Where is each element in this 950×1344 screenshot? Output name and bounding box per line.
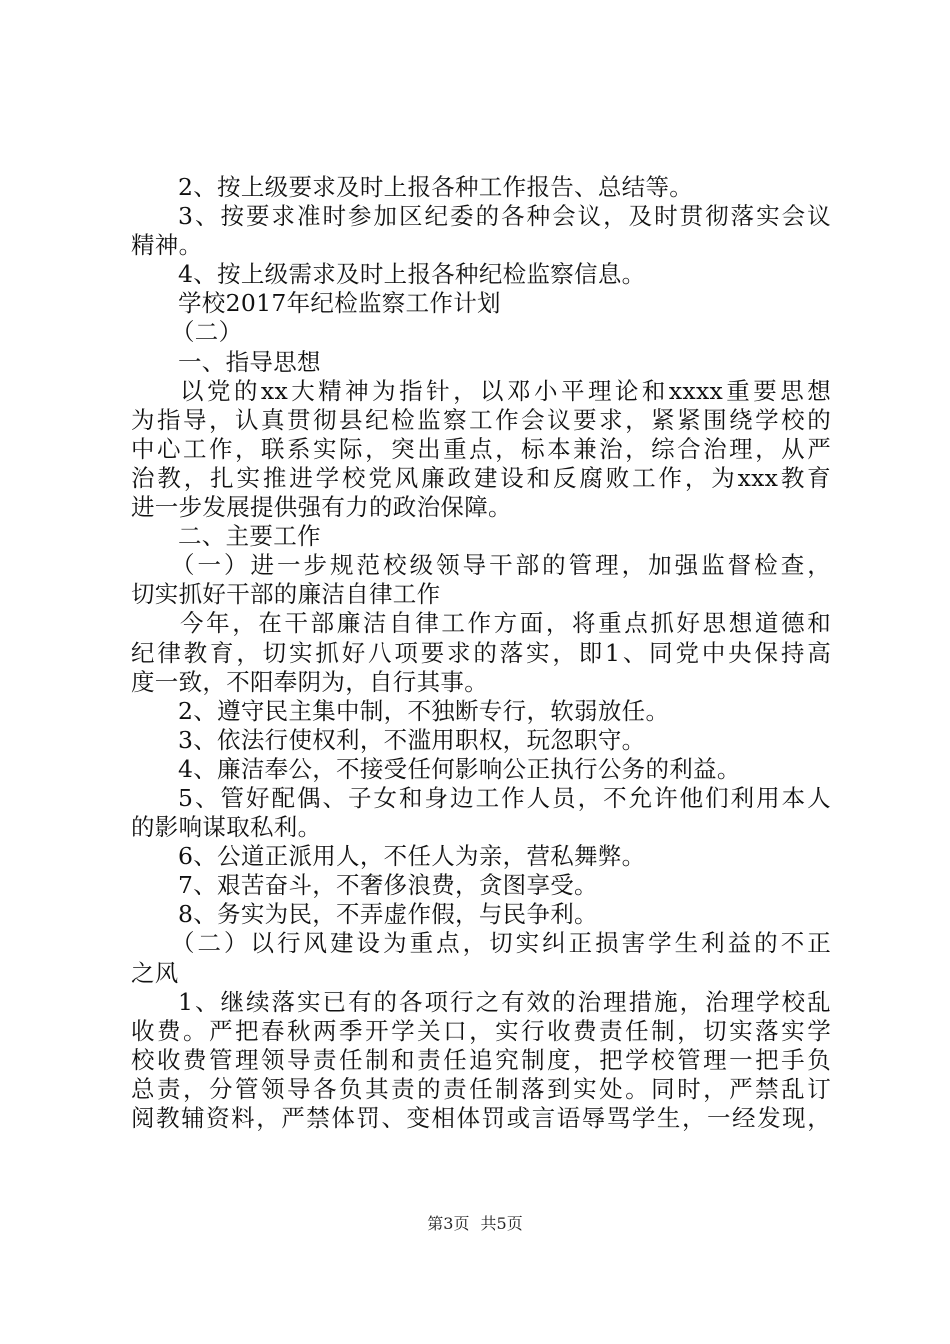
text-line: 的影响谋取私利。 — [131, 813, 322, 842]
text-line: 3、依法行使权利，不滥用职权，玩忽职守。 — [178, 725, 646, 754]
text-line: 阅教辅资料，严禁体罚、变相体罚或言语辱骂学生，一经发现， — [131, 1104, 831, 1132]
text-line: 切实抓好干部的廉洁自律工作 — [131, 580, 441, 609]
text-line: 7、艰苦奋斗，不奢侈浪费，贪图享受。 — [178, 871, 598, 900]
text-line: 4、按上级需求及时上报各种纪检监察信息。 — [178, 260, 646, 289]
text-line: 3、按要求准时参加区纪委的各种会议，及时贯彻落实会议 — [178, 202, 831, 231]
text-line: 5、管好配偶、子女和身边工作人员，不允许他们利用本人 — [178, 783, 831, 812]
text-line: 学校2017年纪检监察工作计划 — [178, 289, 501, 318]
page-footer — [0, 1214, 950, 1234]
text-line: （二） — [171, 318, 243, 347]
text-line: 2、按上级要求及时上报各种工作报告、总结等。 — [178, 173, 694, 201]
text-line: 纪律教育，切实抓好八项要求的落实，即1、同党中央保持高 — [131, 638, 831, 667]
text-line: 总责，分管领导各负其责的责任制落到实处。同时，严禁乱订 — [131, 1074, 831, 1103]
text-line: （一）进一步规范校级领导干部的管理，加强监督检查， — [171, 551, 831, 580]
text-line: 以党的xx大精神为指针，以邓小平理论和xxxx重要思想 — [180, 376, 831, 405]
text-line: 精神。 — [131, 231, 203, 260]
text-line: 4、廉洁奉公，不接受任何影响公正执行公务的利益。 — [178, 754, 741, 783]
text-line: 二、主要工作 — [178, 522, 321, 551]
text-line: 之风 — [131, 958, 179, 987]
text-line: 8、务实为民，不弄虚作假，与民争利。 — [178, 900, 598, 929]
text-line: 度一致，不阳奉阴为，自行其事。 — [131, 667, 488, 696]
text-line: 进一步发展提供强有力的政治保障。 — [131, 493, 512, 522]
text-line: 1、继续落实已有的各项行之有效的治理措施，治理学校乱 — [178, 987, 831, 1016]
text-line: 6、公道正派用人，不任人为亲，营私舞弊。 — [178, 842, 646, 871]
page-number: 第3页 — [427, 1214, 470, 1233]
text-line: 中心工作，联系实际，突出重点，标本兼治，综合治理，从严 — [131, 434, 831, 463]
text-line: 校收费管理领导责任制和责任追究制度，把学校管理一把手负 — [131, 1045, 831, 1074]
document-body — [131, 173, 831, 1133]
text-line: （二）以行风建设为重点，切实纠正损害学生利益的不正 — [171, 929, 831, 958]
page-total: 共5页 — [480, 1214, 523, 1233]
text-line: 收费。严把春秋两季开学关口，实行收费责任制，切实落实学 — [131, 1016, 831, 1045]
text-line: 2、遵守民主集中制，不独断专行，软弱放任。 — [178, 696, 670, 725]
text-line: 一、指导思想 — [178, 347, 321, 376]
text-line: 为指导，认真贯彻县纪检监察工作会议要求，紧紧围绕学校的 — [131, 405, 831, 434]
text-line: 治教，扎实推进学校党风廉政建设和反腐败工作，为xxx教育 — [131, 463, 831, 492]
text-line: 今年，在干部廉洁自律工作方面，将重点抓好思想道德和 — [180, 609, 831, 638]
